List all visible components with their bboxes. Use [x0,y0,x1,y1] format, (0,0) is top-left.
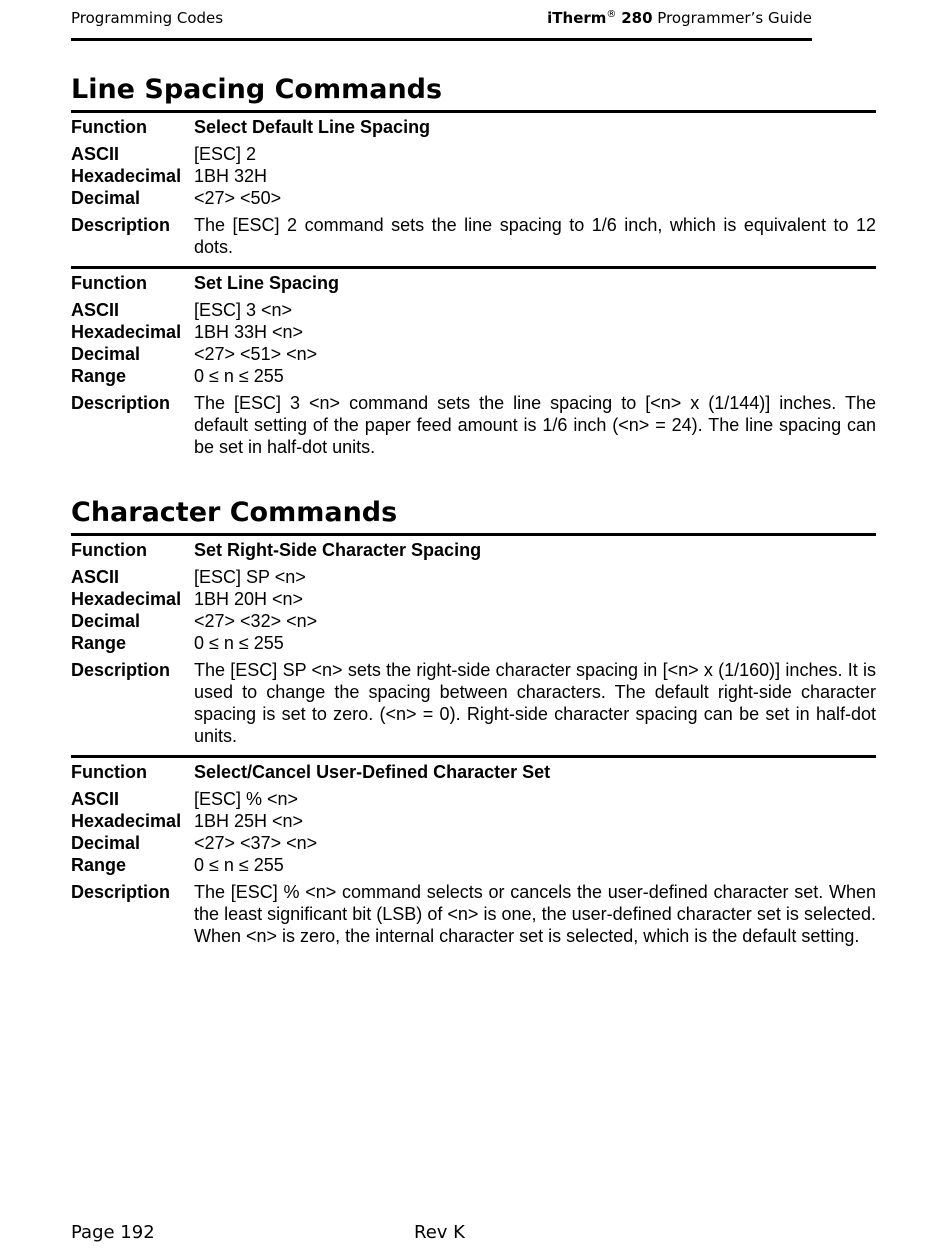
ascii-row [71,299,876,321]
function-row [71,272,876,294]
decimal-label: Decimal [71,611,141,631]
description-value: The [ESC] 2 command sets the line spacing to 1/6 inch, which is equivalent to 12 dots. [194,215,876,257]
hex-row [71,588,876,610]
range-label: Range [71,366,127,386]
function-label: Function [71,762,147,782]
description-label: Description [71,393,171,413]
section-heading: Line Spacing Commands [71,74,443,105]
ascii-row [71,143,876,165]
ascii-value: [ESC] 2 [194,144,257,164]
hex-row [71,321,876,343]
function-label: Function [71,540,147,560]
decimal-value: <27> <50> [194,188,282,208]
range-label: Range [71,633,127,653]
function-row [71,116,876,138]
hex-value: 1BH 32H [194,166,268,186]
decimal-value: <27> <51> <n> [194,344,318,364]
range-label: Range [71,855,127,875]
command-block [71,113,876,263]
function-label: Function [71,117,147,137]
ascii-row [71,788,876,810]
ascii-label: ASCII [71,144,120,164]
ascii-value: [ESC] SP <n> [194,567,306,587]
product-name: iTherm [547,9,607,27]
description-row [71,881,876,947]
range-row [71,854,876,876]
registered-mark: ® [606,9,617,20]
hex-row [71,165,876,187]
hex-label: Hexadecimal [71,589,182,609]
range-row [71,632,876,654]
command-block [71,269,876,463]
hex-value: 1BH 25H <n> [194,811,304,831]
description-label: Description [71,660,171,680]
description-row [71,659,876,747]
range-value: 0 ≤ n ≤ 255 [194,633,284,653]
decimal-value: <27> <32> <n> [194,611,318,631]
command-block [71,758,876,952]
decimal-value: <27> <37> <n> [194,833,318,853]
range-value: 0 ≤ n ≤ 255 [194,366,284,386]
ascii-row [71,566,876,588]
hex-row [71,810,876,832]
decimal-row [71,610,876,632]
decimal-row [71,832,876,854]
hex-label: Hexadecimal [71,322,182,342]
range-row [71,365,876,387]
hex-label: Hexadecimal [71,811,182,831]
description-value: The [ESC] % <n> command selects or cancels the user-defined character set. When the least significant bit (LSB) of <n> is one, the user-defined character set is selected. When <n> is zero, the internal character set is selected, which is the default setting. [194,882,876,946]
running-header-section: Programming Codes [71,9,224,27]
page-number: Page 192 [71,1222,155,1243]
decimal-row [71,187,876,209]
header-rule [71,38,812,41]
ascii-value: [ESC] % <n> [194,789,299,809]
ascii-label: ASCII [71,567,120,587]
hex-label: Hexadecimal [71,166,182,186]
description-row [71,214,876,258]
guide-name: Programmer’s Guide [657,9,812,27]
decimal-label: Decimal [71,344,141,364]
function-value: Select/Cancel User-Defined Character Set [194,762,551,782]
description-label: Description [71,882,171,902]
function-value: Select Default Line Spacing [194,117,431,137]
ascii-label: ASCII [71,789,120,809]
hex-value: 1BH 33H <n> [194,322,304,342]
section-heading: Character Commands [71,497,398,528]
hex-value: 1BH 20H <n> [194,589,304,609]
function-value: Set Line Spacing [194,273,340,293]
command-block [71,536,876,752]
decimal-label: Decimal [71,833,141,853]
running-header-title [547,9,812,27]
decimal-row [71,343,876,365]
description-row [71,392,876,458]
range-value: 0 ≤ n ≤ 255 [194,855,284,875]
ascii-value: [ESC] 3 <n> [194,300,293,320]
function-row [71,761,876,783]
model-number: 280 [621,9,653,27]
revision: Rev K [414,1222,465,1243]
function-value: Set Right-Side Character Spacing [194,540,482,560]
ascii-label: ASCII [71,300,120,320]
description-value: The [ESC] SP <n> sets the right-side character spacing in [<n> x (1/160)] inches. It is used to change the spacing between characters. The default right-side character spacing is set to zero. (<n> = 0). Right-side character spacing can be set in half-dot units. [194,660,876,746]
function-row [71,539,876,561]
description-label: Description [71,215,171,235]
page-content [71,73,876,952]
description-value: The [ESC] 3 <n> command sets the line spacing to [<n> x (1/144)] inches. The default setting of the paper feed amount is 1/6 inch (<n> = 24). The line spacing can be set in half-dot units. [194,393,876,457]
function-label: Function [71,273,147,293]
decimal-label: Decimal [71,188,141,208]
